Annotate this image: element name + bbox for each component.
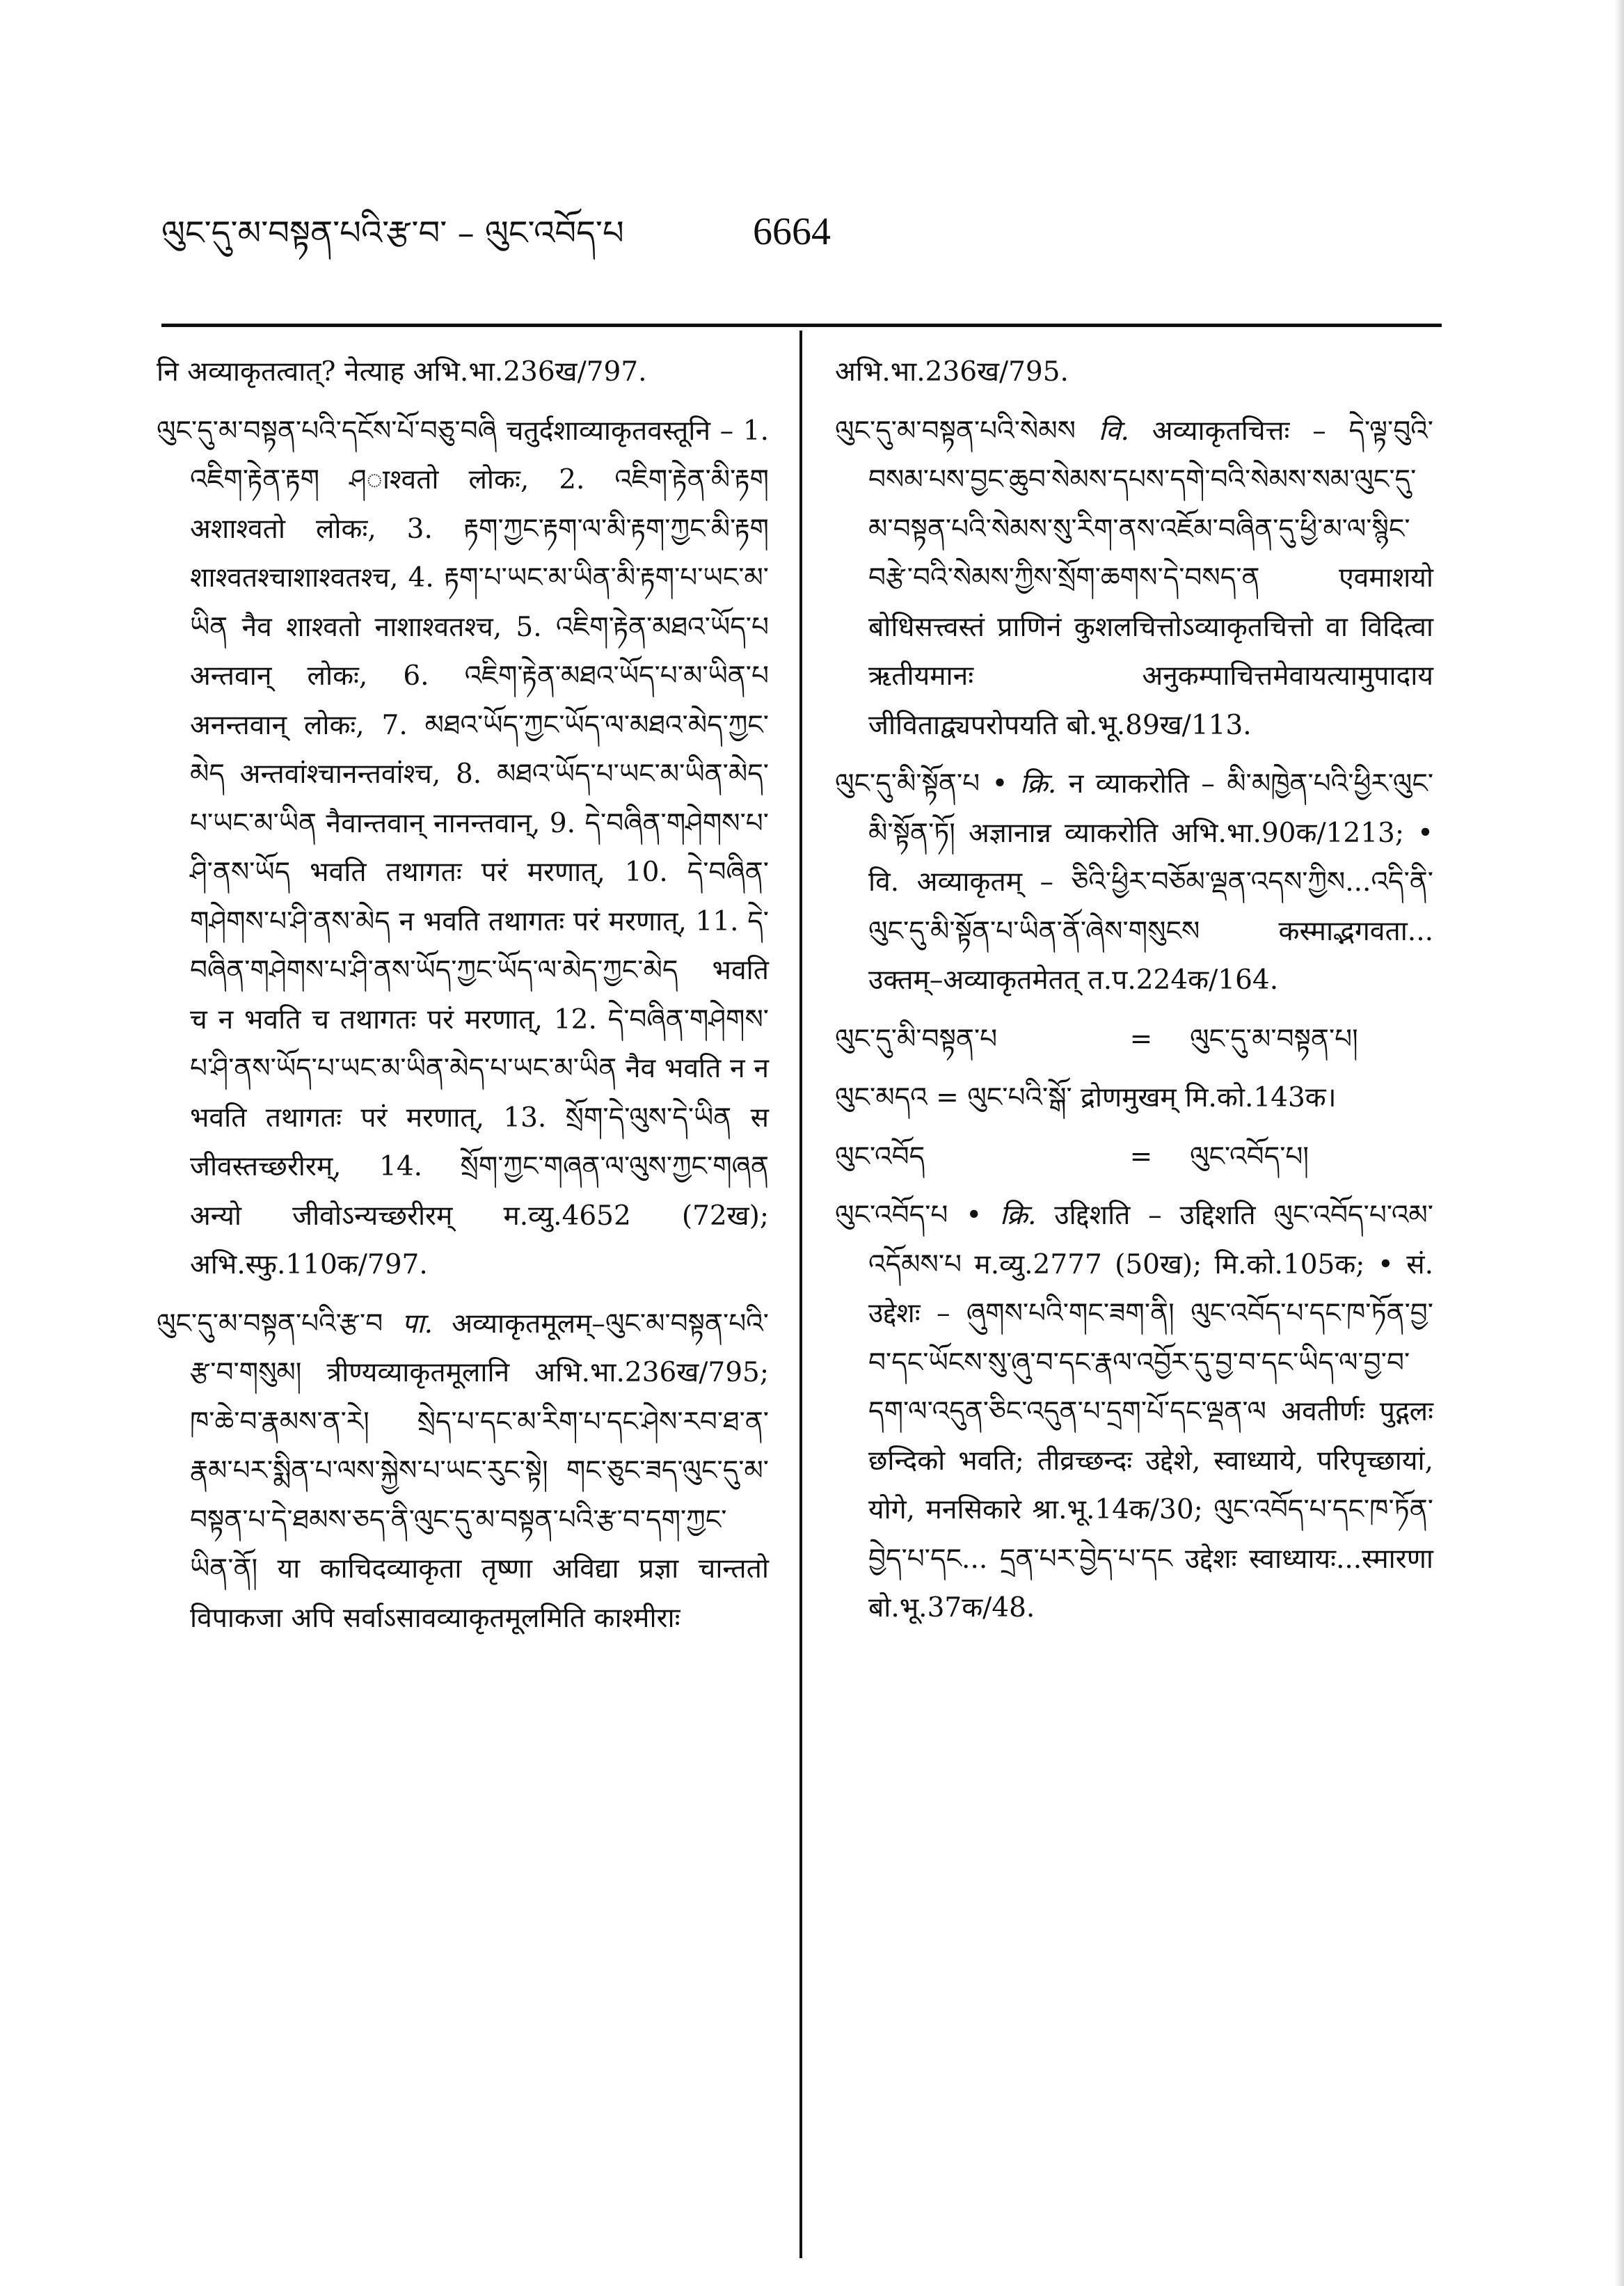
entry-text: न व्याकरोति – མི་མཁྱེན་པའི་ཕྱིར་ལུང་མི་སྟོན་ཏོ། अज्ञानान्न व्याकरोति अभि.भा.90क/1213; • वि. अव्याकृतम् – ཅིའི་ཕྱིར་བཅོམ་ལྡན་འདས་ཀྱིས...འདི་ནི་ལུང་དུ་མི་སྟོན་པ་ཡིན་ནོ་ཞེས་གསུངས कस्माद्भगवता... उक्तम्–अव्याकृतमेतत् त.प.224क/164. [868,768,1434,996]
entry-headword: ལུང་དུ་མི་བསྟན་པ [835,1023,998,1055]
entry-headword: ལུང་འབོད [835,1141,925,1173]
entry-grammar-label: पा. [401,1308,433,1340]
entry-headword: ལུང་དུ་མི་སྟོན་པ [835,768,980,800]
entry-headword: ལུང་དུ་མ་བསྟན་པའི་དངོས་པོ་བཅུ་བཞི [157,415,497,447]
entry-text: अव्याकृतमूलम्–ལུང་མ་བསྟན་པའི་རྩ་བ་གསུམ། त्रीण्यव्याकृतमूलानि अभि.भा.236ख/795; ཁ་ཆེ་བ་རྣམས་ན་རེ། སྲེད་པ་དང་མ་རིག་པ་དང་ཤེས་རབ་ཐ་ན་རྣམ་པར་སྨིན་པ་ལས་སྐྱེས་པ་ཡང་རུང་སྟེ། གང་ཅུང་ཟད་ལུང་དུ་མ་བསྟན་པ་དེ་ཐམས་ཅད་ནི་ལུང་དུ་མ་བསྟན་པའི་རྩ་བ་དག་ཀྱང་ཡིན་ནོ། या काचिदव्याकृता तृष्णा अविद्या प्रज्ञा चान्ततो विपाकजा अपि सर्वाऽसावव्याकृतमूलमिति काश्मीराः [190,1308,769,1634]
dictionary-entry [157,1300,769,1644]
continuation-text: अभि.भा.236ख/795. [835,356,1069,388]
cross-reference-target: ལུང་དུ་མ་བསྟན་པ། [1190,1023,1358,1055]
dictionary-entry [835,760,1433,1006]
cross-reference-entry [835,1015,1433,1065]
entry-headword: ལུང་འབོད་པ [835,1200,948,1231]
cross-reference-entry [835,1133,1433,1182]
dictionary-entry [835,1074,1433,1123]
right-column [835,348,1433,1643]
entry-text: चतुर्दशाव्याकृतवस्तूनि – 1. འཇིག་རྟེན་རྟག ཤाश्वतो लोकः, 2. འཇིག་རྟེན་མི་རྟག अशाश्वतो लोकः, 3. རྟག་ཀྱང་རྟག་ལ་མི་རྟག་ཀྱང་མི་རྟག शाश्वतश्चाशाश्वतश्च, 4. རྟག་པ་ཡང་མ་ཡིན་མི་རྟག་པ་ཡང་མ་ཡིན नैव शाश्वतो नाशाश्वतश्च, 5. འཇིག་རྟེན་མཐའ་ཡོད་པ अन्तवान् लोकः, 6. འཇིག་རྟེན་མཐའ་ཡོད་པ་མ་ཡིན་པ अनन्तवान् लोकः, 7. མཐའ་ཡོད་ཀྱང་ཡོད་ལ་མཐའ་མེད་ཀྱང་མེད अन्तवांश्चानन्तवांश्च, 8. མཐའ་ཡོད་པ་ཡང་མ་ཡིན་མེད་པ་ཡང་མ་ཡིན नैवान्तवान् नानन्तवान्, 9. དེ་བཞིན་གཤེགས་པ་ཤི་ནས་ཡོད भवति तथागतः परं मरणात्, 10. དེ་བཞིན་གཤེགས་པ་ཤི་ནས་མེད न भवति तथागतः परं मरणात्, 11. དེ་བཞིན་གཤེགས་པ་ཤི་ནས་ཡོད་ཀྱང་ཡོད་ལ་མེད་ཀྱང་མེད भवति च न भवति च तथागतः परं मरणात्, 12. དེ་བཞིན་གཤེགས་པ་ཤི་ནས་ཡོད་པ་ཡང་མ་ཡིན་མེད་པ་ཡང་མ་ཡིན नैव भवति न न भवति तथागतः परं मरणात्, 13. སྲོག་དེ་ལུས་དེ་ཡིན स जीवस्तच्छरीरम्, 14. སྲོག་ཀྱང་གཞན་ལ་ལུས་ཀྱང་གཞན अन्यो जीवोऽन्यच्छरीरम् म.व्यु.4652 (72ख); अभि.स्फु.110क/797. [190,415,769,1280]
page-number: 6664 [753,210,831,253]
header-rule [161,324,1442,327]
dictionary-entry [157,407,769,1290]
dictionary-entry [835,407,1433,751]
entry-grammar-label: • क्रि. [966,1200,1037,1231]
continuation-text: नि अव्याकृतत्वात्? नेत्याह अभि.भा.236ख/797. [157,356,647,388]
page-edge-shadow [1614,0,1624,2286]
running-head: ལུང་དུ་མ་བསྟན་པའི་རྩ་བ་ – ལུང་འབོད་པ [161,214,624,253]
equals-sign: = [1129,1023,1153,1055]
left-column [157,348,769,1653]
dictionary-entry [835,1191,1433,1633]
entry-headword: ལུང་མདའ [835,1082,928,1113]
entry-text: अव्याकृतचित्तः – དེ་ལྟ་བུའི་བསམ་པས་བྱང་ཆུབ་སེམས་དཔས་དགེ་བའི་སེམས་སམ་ལུང་དུ་མ་བསྟན་པའི་སེམས་སུ་རིག་ནས་འཇོམ་བཞིན་དུ་ཕྱི་མ་ལ་སྙིང་བརྩེ་བའི་སེམས་ཀྱིས་སྲོག་ཆགས་དེ་བསད་ན एवमाशयो बोधिसत्त्वस्तं प्राणिनं कुशलचित्तोऽव्याकृतचित्तो वा विदित्वा ऋतीयमानः अनुकम्पाचित्तमेवायत्यामुपादाय जीविताद्व्यपरोपयति बो.भू.89ख/113. [868,415,1433,741]
entry-headword: ལུང་དུ་མ་བསྟན་པའི་སེམས [835,415,1076,447]
entry-grammar-label: • क्रि. [992,768,1057,800]
cross-reference-target: ལུང་འབོད་པ། [1190,1141,1309,1173]
entry-text: उद्दिशति – उद्दिशति ལུང་འབོད་པ་འམ་འདོམས་པ म.व्यु.2777 (50ख); मि.को.105क; • सं. उद्देशः – ཞུགས་པའི་གང་ཟག་ནི། ལུང་འབོད་པ་དང་ཁ་ཏོན་བྱ་བ་དང་ཡོངས་སུ་ཞུ་བ་དང་རྣལ་འབྱོར་དུ་བྱ་བ་དང་ཡིད་ལ་བྱ་བ་དག་ལ་འདུན་ཅིང་འདུན་པ་དྲག་པོ་དང་ལྡན་ལ अवतीर्णः पुद्गलः छन्दिको भवति; तीव्रच्छन्दः उद्देशे, स्वाध्याये, परिपृच्छायां, योगे, मनसिकारे श्रा.भू.14क/30; ལུང་འབོད་པ་དང་ཁ་ཏོན་བྱེད་པ་དང... དྲན་པར་བྱེད་པ་དང उद्देशः स्वाध्यायः...स्मारणा बो.भू.37क/48. [868,1200,1433,1624]
column-divider [799,331,802,2258]
entry-grammar-label: वि. [1098,415,1129,447]
entry-headword: ལུང་དུ་མ་བསྟན་པའི་རྩ་བ [157,1308,383,1340]
entry-text: = ལུང་པའི་སྒོ་ द्रोणमुखम् मि.को.143क। [936,1082,1337,1113]
equals-sign: = [1129,1141,1153,1173]
